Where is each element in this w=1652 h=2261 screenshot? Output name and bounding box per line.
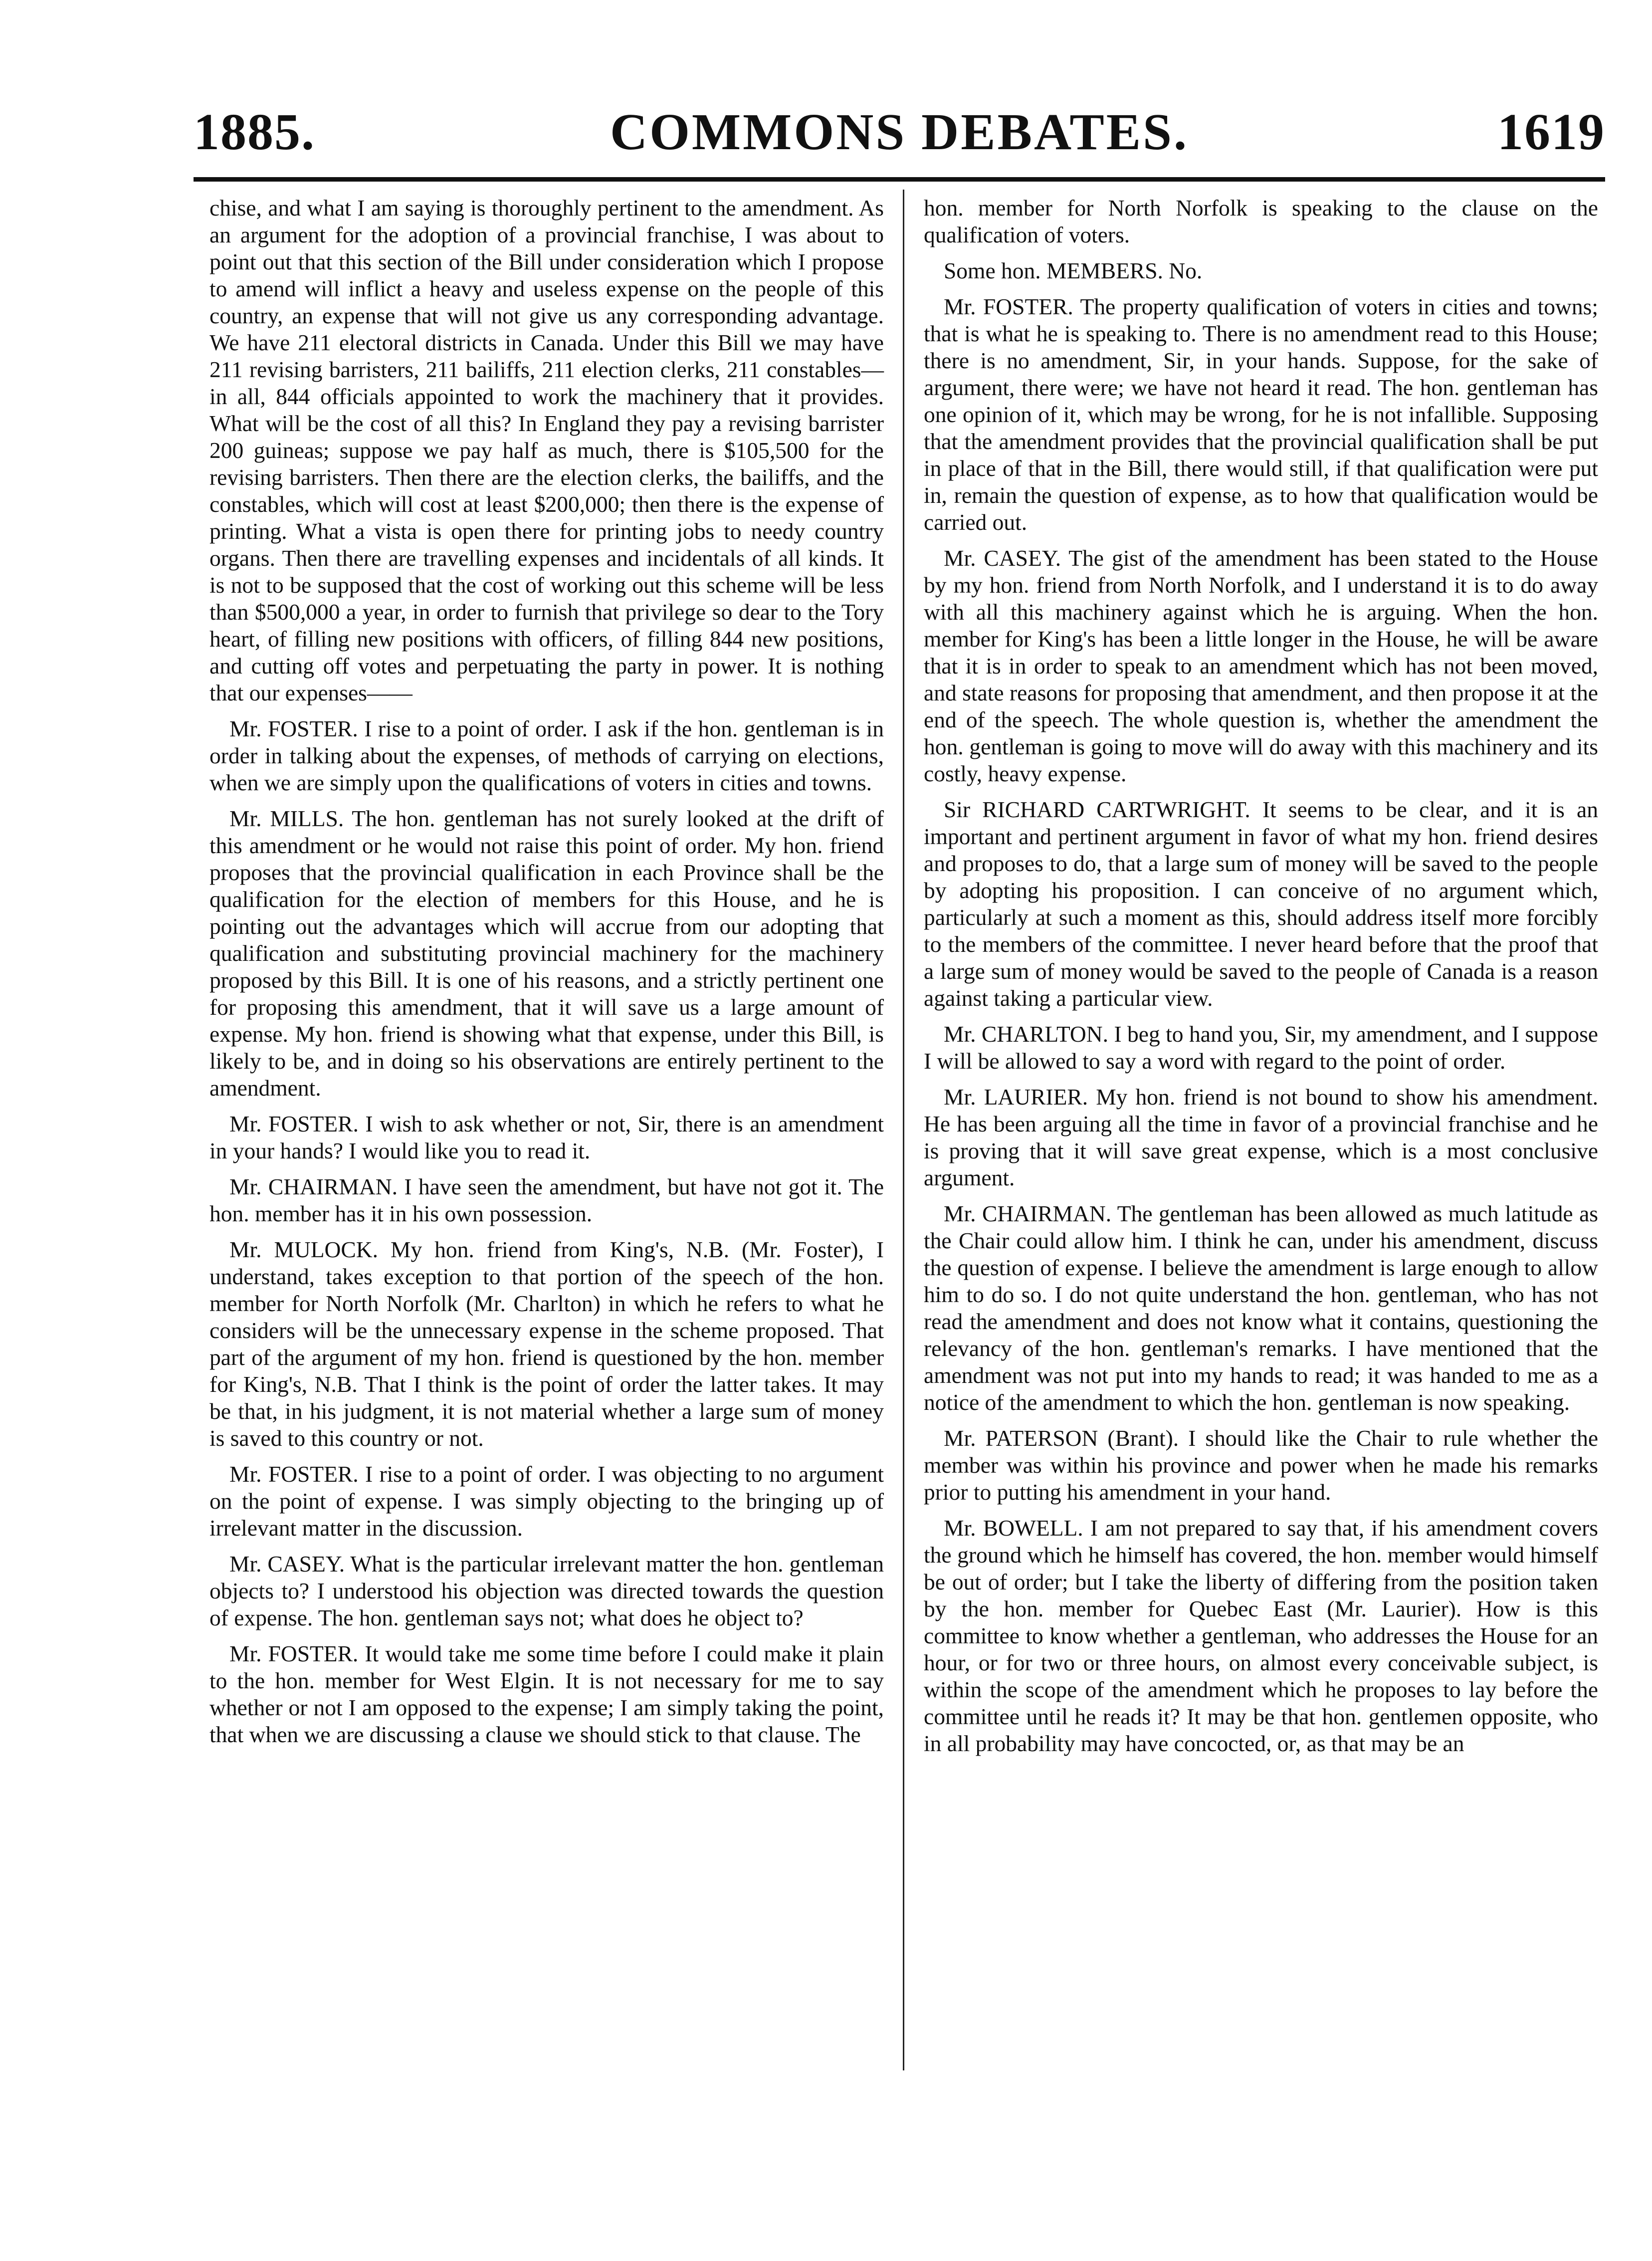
speaker-name: Mr. CHAIRMAN. xyxy=(944,1201,1112,1226)
paragraph-text: The property qualification of voters in cities and towns; that is what he is speaking to. There is no amendment read to this House; there is no amendment, Sir, in your hands. Suppose, for the sake of argument, there were; we have not heard it read. The hon. gentleman has one opinion of it, which may be wrong, for he is not infallible. Supposing that the amendment provides that the provincial qualification shall be put in place of that in the Bill, there would still, if that qualification were put in, remain the question of expense, as to how that qualification would be carried out. xyxy=(924,294,1598,535)
speaker-name: Mr. FOSTER. xyxy=(944,294,1073,319)
paragraph-text: It seems to be clear, and it is an important and pertinent argument in favor of what my hon. friend desires and proposes to do, that a large sum of money will be saved to the people by adopting his proposition. I can conceive of no argument which, particularly at such a moment as this, should address itself more forcibly to the members of the committee. I never heard before that the proof that a large sum of money would be saved to the people of Canada is a reason against taking a particular view. xyxy=(924,797,1598,1011)
paragraph-text: I wish to ask whether or not, Sir, there is an amendment in your hands? I would like you to read it. xyxy=(209,1111,884,1163)
paragraph xyxy=(209,715,884,796)
speaker-name: Mr. MULOCK. xyxy=(229,1237,378,1262)
paragraph-text: It would take me some time before I could make it plain to the hon. member for West Elgin. It is not necessary for me to say whether or not I am opposed to the expense; I am simply taking the point, that when we are discussing a clause we should stick to that clause. The xyxy=(209,1641,884,1747)
paragraph xyxy=(924,1200,1598,1416)
speaker-name: Mr. CASEY. xyxy=(229,1551,345,1577)
paragraph-text: I rise to a point of order. I was objecting to no argument on the point of expense. I was simply objecting to the bringing up of irrelevant matter in the discussion. xyxy=(209,1461,884,1541)
paragraph xyxy=(924,1425,1598,1506)
header-year: 1885. xyxy=(194,103,315,161)
paragraph-text: My hon. friend is not bound to show his amendment. He has been arguing all the time in favor of a provincial franchise and he is proving that it will save great expense, which is a most conclusive argument. xyxy=(924,1084,1599,1190)
speaker-name: Mr. CHARLTON. xyxy=(944,1021,1109,1047)
speaker-name: Some hon. MEMBERS. xyxy=(944,258,1163,283)
speaker-name: Mr. FOSTER. xyxy=(229,1461,359,1487)
header-rule xyxy=(194,177,1605,182)
paragraph xyxy=(924,195,1598,248)
speaker-name: Mr. CASEY. xyxy=(944,545,1061,571)
speaker-name: Mr. FOSTER. xyxy=(229,1111,359,1136)
paragraph-text: The gentleman has been allowed as much latitude as the Chair could allow him. I think he can, under his amendment, discuss the question of expense. I believe the amendment is large enough to allow him to do so. I do not quite understand the hon. gentleman, who has not read the amendment and does not know what it contains, questioning the relevancy of the hon. gentleman's remarks. I have mentioned that the amendment was not put into my hands to read; it was handed to me as a notice of the amendment to which the hon. gentleman is now speaking. xyxy=(924,1201,1598,1415)
paragraph-text: My hon. friend from King's, N.B. (Mr. Foster), I understand, takes exception to that portion of the speech of the hon. member for North Norfolk (Mr. Charlton) in which he refers to what he considers will be the unnecessary expense in the scheme proposed. That part of the argument of my hon. friend is questioned by the hon. member for King's, N.B. That I think is the point of order the latter takes. It may be that, in his judgment, it is not material whether a large sum of money is saved to this country or not. xyxy=(209,1237,884,1451)
paragraph xyxy=(924,1515,1598,1757)
paragraph xyxy=(924,796,1598,1012)
header-page-number: 1619 xyxy=(1497,103,1605,161)
paragraph-text: I rise to a point of order. I ask if the hon. gentleman is in order in talking about the expenses, of methods of carrying on elections, when we are simply upon the qualifications of voters in cities and towns. xyxy=(209,716,884,795)
speaker-name: Sir RICHARD CARTWRIGHT. xyxy=(944,797,1250,822)
paragraph-text: hon. member for North Norfolk is speaking to the clause on the qualification of voters. xyxy=(924,195,1598,247)
paragraph xyxy=(209,1111,884,1164)
speaker-name: Mr. BOWELL. xyxy=(944,1515,1083,1541)
paragraph-text: The hon. gentleman has not surely looked at the drift of this amendment or he would not raise this point of order. My hon. friend proposes that the provincial qualification in each Province shall be the qualification for the election of members for this House, and he is pointing out the advantages which will accrue from our adopting that qualification and substituting provincial machinery for the machinery proposed by this Bill. It is one of his reasons, and a strictly pertinent one for proposing this amendment, that it will save us a large amount of expense. My hon. friend is showing what that expense, under this Bill, is likely to be, and in doing so his observations are entirely pertinent to the amendment. xyxy=(209,806,884,1101)
speaker-name: Mr. PATERSON (Brant). xyxy=(944,1425,1179,1451)
header-title: COMMONS DEBATES. xyxy=(610,103,1189,161)
paragraph xyxy=(209,1640,884,1748)
speaker-name: Mr. LAURIER. xyxy=(944,1084,1088,1110)
page-header xyxy=(194,100,1605,175)
speaker-name: Mr. CHAIRMAN. xyxy=(229,1174,398,1199)
speaker-name: Mr. FOSTER. xyxy=(229,716,358,741)
paragraph xyxy=(209,805,884,1102)
column-divider xyxy=(903,190,904,2070)
paragraph-text: What is the particular irrelevant matter the hon. gentleman objects to? I understood his objection was directed towards the question of expense. The hon. gentleman says not; what does he object to? xyxy=(209,1551,884,1630)
paragraph xyxy=(209,1461,884,1542)
paragraph xyxy=(924,257,1598,284)
paragraph xyxy=(209,195,884,706)
paragraph-text: I am not prepared to say that, if his amendment covers the ground which he himself has covered, the hon. member would himself be out of order; but I take the liberty of differing from the position taken by the hon. member for Quebec East (Mr. Laurier). How is this committee to know whether a gentleman, who addresses the House for an hour, or for two or three hours, on almost every conceivable subject, is within the scope of the amendment which he proposes to lay before the committee until he reads it? It may be that hon. gentlemen opposite, who in all probability may have concocted, or, as that may be an xyxy=(924,1515,1598,1756)
speaker-name: Mr. FOSTER. xyxy=(229,1641,359,1666)
paragraph-text: The gist of the amendment has been stated to the House by my hon. friend from North Norfolk, and I understand it is to do away with all this machinery against which he is arguing. When the hon. member for King's has been a little longer in the House, he will be aware that it is in order to speak to an amendment which has not been moved, and state reasons for proposing that amendment, and then propose it at the end of the speech. The whole question is, whether the amendment the hon. gentleman is going to move will do away with this machinery and its costly, heavy expense. xyxy=(924,545,1598,786)
paragraph-text: No. xyxy=(1169,258,1203,283)
right-column xyxy=(924,195,1598,1766)
left-column xyxy=(209,195,884,1757)
paragraph xyxy=(924,545,1598,787)
paragraph-text: I beg to hand you, Sir, my amendment, and I suppose I will be allowed to say a word with regard to the point of order. xyxy=(924,1021,1598,1074)
paragraph xyxy=(924,1021,1598,1075)
paragraph-text: I should like the Chair to rule whether the member was within his province and power when he made his remarks prior to putting his amendment in your hand. xyxy=(924,1425,1599,1505)
paragraph xyxy=(924,1084,1598,1191)
paragraph-text: I have seen the amendment, but have not got it. The hon. member has it in his own possession. xyxy=(209,1174,884,1226)
paragraph xyxy=(209,1173,884,1227)
speaker-name: Mr. MILLS. xyxy=(229,806,344,831)
paragraph-text: chise, and what I am saying is thoroughly pertinent to the amendment. As an argument for the adoption of a provincial franchise, I was about to point out that this section of the Bill under consideration which I propose to amend will inflict a heavy and useless expense on the people of this country, an expense that will not give us any corresponding advantage. We have 211 electoral districts in Canada. Under this Bill we may have 211 revising barristers, 211 bailiffs, 211 election clerks, 211 constables—in all, 844 officials appointed to work the machinery that it provides. What will be the cost of all this? In England they pay a revising barrister 200 guineas; suppose we pay half as much, there is $105,500 for the revising barristers. Then there are the election clerks, the bailiffs, and the constables, which will cost at least $200,000; then there is the expense of printing. What a vista is open there for printing jobs to needy country organs. Then there are travelling expenses and incidentals of all kinds. It is not to be supposed that the cost of working out this scheme will be less than $500,000 a year, in order to furnish that privilege so dear to the Tory heart, of filling new positions with officers, of filling 844 new positions, and cutting off votes and perpetuating the party in power. It is nothing that our expenses—— xyxy=(209,195,884,705)
paragraph xyxy=(209,1551,884,1631)
paragraph xyxy=(924,293,1598,536)
paragraph xyxy=(209,1236,884,1452)
